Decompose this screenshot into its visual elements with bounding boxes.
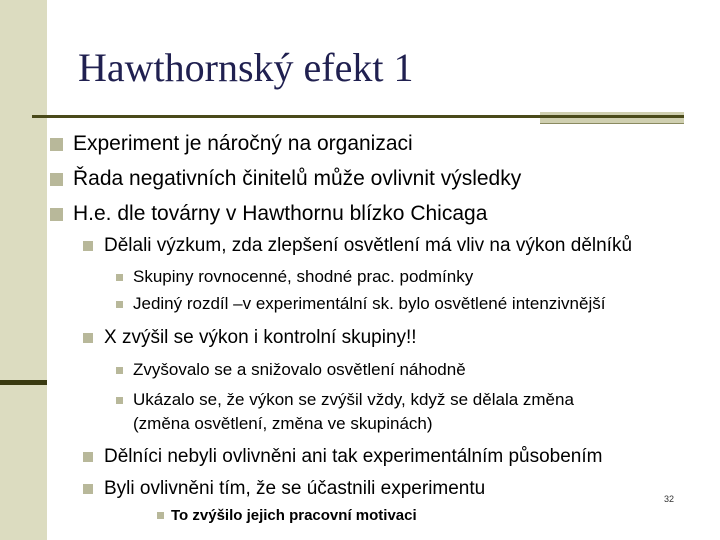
square-bullet-icon [157, 512, 164, 519]
bullet-l2-text: Dělníci nebyli ovlivněni ani tak experimentálním působením [104, 446, 603, 467]
square-bullet-icon [83, 484, 93, 494]
square-bullet-icon [116, 274, 123, 281]
bullet-l3-text: Jediný rozdíl –v experimentální sk. bylo osvětlené intenzivnější [133, 294, 606, 313]
bullet-l3-text: Ukázalo se, že výkon se zvýšil vždy, když se dělala změna [133, 390, 574, 409]
square-bullet-icon [83, 333, 93, 343]
sidebar-decoration [0, 0, 47, 540]
square-bullet-icon [50, 208, 63, 221]
bullet-l1-text: Experiment je náročný na organizaci [73, 132, 413, 155]
bullet-l2-text: Dělali výzkum, zda zlepšení osvětlení má vliv na výkon dělníků [104, 235, 633, 256]
square-bullet-icon [83, 452, 93, 462]
title-rule-accent-line [540, 123, 684, 124]
square-bullet-icon [50, 138, 63, 151]
sidebar-accent-bar [0, 380, 47, 385]
bullet-l4-text: To zvýšilo jejich pracovní motivaci [171, 507, 417, 524]
slide-title: Hawthornský efekt 1 [78, 45, 414, 90]
square-bullet-icon [116, 367, 123, 374]
bullet-l3-text: Skupiny rovnocenné, shodné prac. podmínky [133, 267, 474, 286]
bullet-l2-text: X zvýšil se výkon i kontrolní skupiny!! [104, 327, 417, 348]
bullet-l3-continuation: (změna osvětlení, změna ve skupinách) [133, 414, 433, 433]
square-bullet-icon [50, 173, 63, 186]
bullet-l2-text: Byli ovlivněni tím, že se účastnili experimentu [104, 478, 486, 499]
square-bullet-icon [116, 397, 123, 404]
bullet-l1-text: H.e. dle továrny v Hawthornu blízko Chicaga [73, 202, 488, 225]
square-bullet-icon [83, 241, 93, 251]
bullet-l1-text: Řada negativních činitelů může ovlivnit výsledky [73, 167, 522, 190]
bullet-l3-text: Zvyšovalo se a snižovalo osvětlení náhodně [133, 360, 466, 379]
title-underline [32, 115, 684, 118]
square-bullet-icon [116, 301, 123, 308]
page-number: 32 [664, 494, 675, 504]
